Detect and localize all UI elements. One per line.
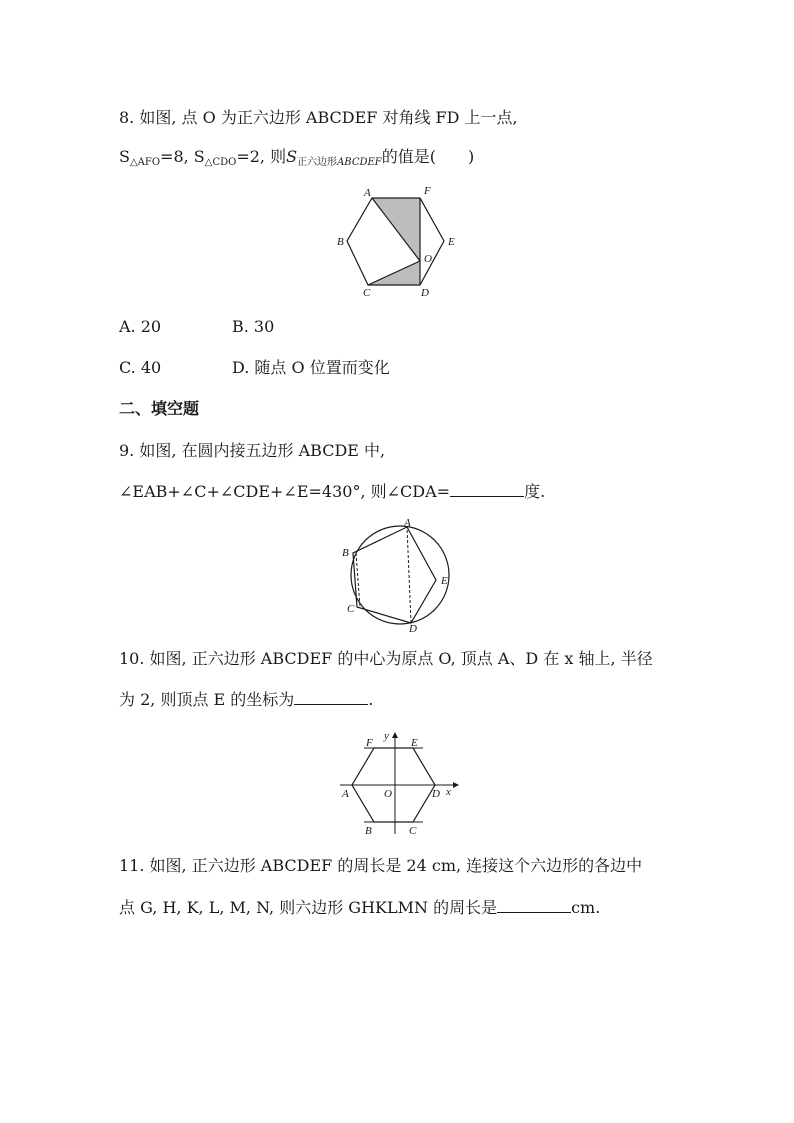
vertex-label-c: C [347, 603, 355, 615]
area-cdo-value: =2, 则 [236, 147, 287, 166]
triangle-cdo-label: △CDO [204, 157, 237, 168]
hexagon-area-subscript: 正六边形ABCDEF [297, 157, 382, 168]
answer-blank[interactable] [294, 690, 368, 705]
origin-label-o: O [384, 788, 392, 800]
triangle-afo-label: △AFO [129, 157, 161, 168]
vertex-label-b: B [337, 236, 344, 248]
y-axis-arrow [392, 732, 398, 738]
q8-option-c: C. 40 [119, 358, 162, 377]
q8-stem-line2 [119, 147, 474, 173]
area-symbol: S [193, 147, 205, 166]
answer-blank[interactable] [450, 482, 524, 497]
area-symbol: S [119, 147, 130, 166]
q8-stem-line1: 8. 如图, 点 O 为正六边形 ABCDEF 对角线 FD 上一点, [119, 108, 518, 127]
section-title: 二、填空题 [119, 399, 200, 418]
vertex-label-a: A [342, 788, 349, 800]
vertex-label-a: A [404, 517, 411, 529]
vertex-label-c: C [363, 287, 371, 299]
axis-label-y: y [384, 730, 389, 742]
vertex-label-d: D [421, 287, 429, 299]
q9-unit: 度. [524, 482, 546, 501]
vertex-label-e: E [448, 236, 455, 248]
vertex-label-b: B [342, 547, 349, 559]
area-symbol-italic: S [286, 147, 298, 166]
q11-stem-line2 [119, 898, 600, 918]
x-axis-arrow [453, 782, 459, 788]
axis-label-x: x [446, 786, 451, 798]
q11-unit: cm. [571, 898, 601, 917]
vertex-label-f: F [424, 185, 431, 197]
q8-option-d: D. 随点 O 位置而变化 [232, 358, 390, 377]
point-label-o: O [424, 253, 432, 265]
q9-stem-line1: 9. 如图, 在圆内接五边形 ABCDE 中, [119, 441, 386, 460]
vertex-label-a: A [364, 187, 371, 199]
q8-hexagon-figure [330, 182, 470, 300]
vertex-label-c: C [409, 825, 417, 836]
segment-da [407, 527, 411, 623]
q11-condition-text: 点 G, H, K, L, M, N, 则六边形 GHKLMN 的周长是 [119, 898, 498, 917]
q10-condition-text: 为 2, 则顶点 E 的坐标为 [119, 690, 295, 709]
vertex-label-b: B [365, 825, 372, 836]
q9-stem-line2 [119, 482, 545, 502]
area-afo-value: =8, [160, 147, 189, 166]
vertex-label-f: F [366, 737, 373, 749]
q10-stem-line1: 10. 如图, 正六边形 ABCDEF 的中心为原点 O, 顶点 A、D 在 x 轴上, 半径 [119, 649, 653, 668]
q11-stem-line1: 11. 如图, 正六边形 ABCDEF 的周长是 24 cm, 连接这个六边形的各边中 [119, 856, 643, 875]
q9-condition-text: ∠EAB+∠C+∠CDE+∠E=430°, 则∠CDA= [119, 482, 451, 501]
vertex-label-d: D [409, 623, 417, 634]
q10-stem-line2 [119, 690, 373, 710]
q10-period: . [368, 690, 374, 709]
q8-option-b: B. 30 [232, 317, 275, 336]
vertex-label-d: D [432, 788, 440, 800]
q8-stem-tail: 的值是( ) [381, 147, 475, 166]
q10-coordinate-hexagon-figure [336, 730, 464, 836]
vertex-label-e: E [411, 737, 418, 749]
q8-option-a: A. 20 [119, 317, 162, 336]
pentagon-abcde [353, 527, 436, 623]
q9-circle-pentagon-figure [338, 516, 463, 634]
vertex-label-e: E [441, 575, 448, 587]
answer-blank[interactable] [497, 898, 571, 913]
